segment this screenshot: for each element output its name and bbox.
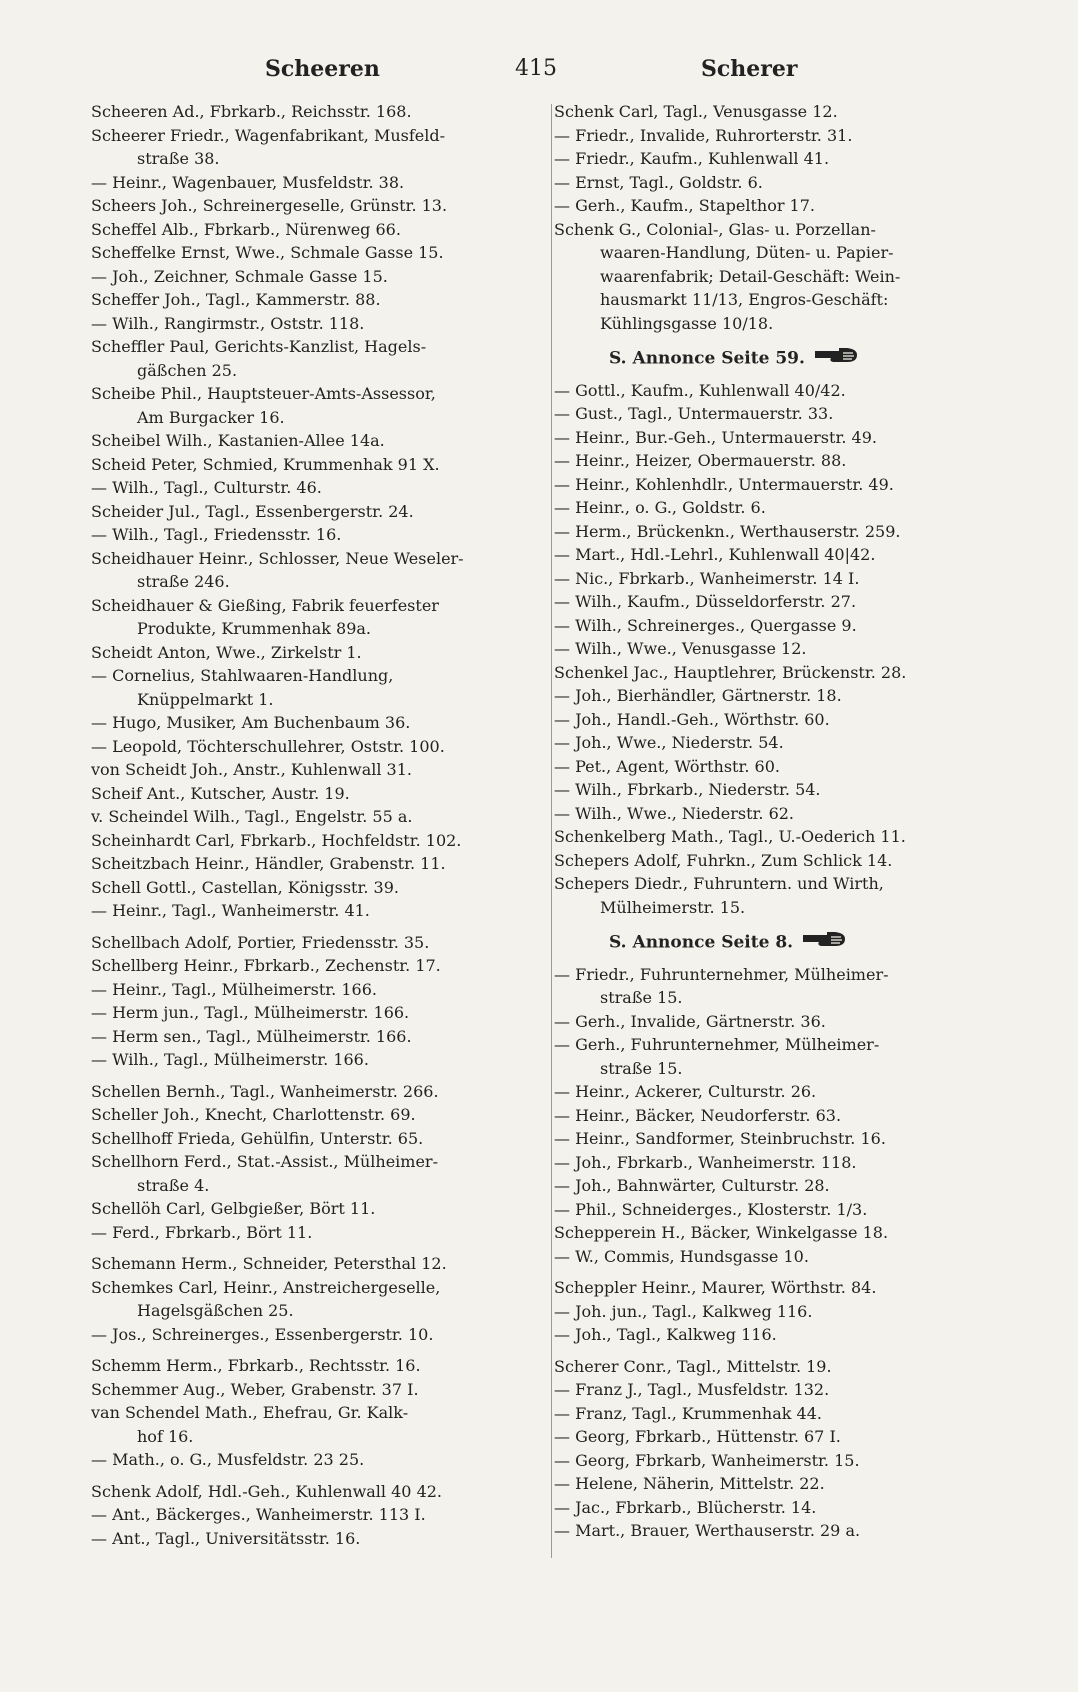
pointing-hand-icon	[813, 345, 859, 373]
directory-entry: — Herm jun., Tagl., Mülheimerstr. 166.	[91, 1003, 410, 1022]
annonce-text: S. Annonce Seite 59.	[609, 348, 805, 369]
directory-entry: — Jac., Fbrkarb., Blücherstr. 14.	[554, 1497, 817, 1517]
directory-entry: — Franz, Tagl., Krummenhak 44.	[554, 1403, 822, 1423]
directory-entry: — Jos., Schreinerges., Essenbergerstr. 10.	[91, 1324, 434, 1344]
directory-entry: — Joh., Zeichner, Schmale Gasse 15.	[91, 266, 388, 286]
directory-entry: — Heinr., Bäcker, Neudorferstr. 63.	[554, 1105, 842, 1125]
directory-entry: Schenk G., Colonial-, Glas- u. Porzellan-	[554, 219, 876, 239]
directory-entry: Schellbach Adolf, Portier, Friedensstr. 35.	[91, 932, 430, 952]
directory-entry: Scheibe Phil., Hauptsteuer-Amts-Assessor,	[91, 384, 436, 403]
directory-entry: — Heinr., Sandformer, Steinbruchstr. 16.	[554, 1129, 886, 1148]
directory-entry: — Wilh., Tagl., Mülheimerstr. 166.	[91, 1050, 369, 1069]
directory-entry: — Phil., Schneiderges., Klosterstr. 1/3.	[554, 1199, 868, 1219]
directory-entry: — Cornelius, Stahlwaaren-Handlung,	[91, 666, 394, 685]
directory-entry: Scheif Ant., Kutscher, Austr. 19.	[91, 783, 350, 803]
entry-continuation: gäßchen 25.	[137, 360, 238, 380]
directory-entry: — Herm sen., Tagl., Mülheimerstr. 166.	[91, 1026, 412, 1046]
directory-entry: Scheppler Heinr., Maurer, Wörthstr. 84.	[554, 1278, 877, 1297]
directory-entry: — Gust., Tagl., Untermauerstr. 33.	[554, 404, 834, 423]
page-header	[80, 52, 1040, 88]
right-column	[554, 100, 1014, 1543]
directory-entry: — Friedr., Fuhrunternehmer, Mülheimer-	[554, 964, 889, 984]
directory-entry: Schell Gottl., Castellan, Königsstr. 39.	[91, 877, 399, 897]
directory-entry: — Nic., Fbrkarb., Wanheimerstr. 14 I.	[554, 568, 860, 588]
directory-entry: Scheibel Wilh., Kastanien-Allee 14a.	[91, 431, 385, 450]
entry-continuation: Hagelsgäßchen 25.	[137, 1301, 294, 1320]
entry-continuation: Mülheimerstr. 15.	[600, 897, 746, 917]
directory-entry: — Friedr., Kaufm., Kuhlenwall 41.	[554, 149, 830, 168]
directory-entry: — Georg, Fbrkarb., Hüttenstr. 67 I.	[554, 1427, 841, 1446]
directory-entry: Schellen Bernh., Tagl., Wanheimerstr. 266.	[91, 1081, 439, 1101]
directory-entry: — Mart., Brauer, Werthauserstr. 29 a.	[554, 1521, 861, 1540]
directory-entry: — Franz J., Tagl., Musfeldstr. 132.	[554, 1380, 830, 1399]
directory-entry: — Heinr., Bur.-Geh., Untermauerstr. 49.	[554, 427, 877, 447]
directory-entry: — Math., o. G., Musfeldstr. 23 25.	[91, 1450, 365, 1469]
directory-entry: von Scheidt Joh., Anstr., Kuhlenwall 31.	[91, 760, 412, 779]
directory-entry: Schenkelberg Math., Tagl., U.-Oederich 11.	[554, 827, 906, 846]
page-number: 415	[515, 56, 557, 81]
directory-entry: Scheitzbach Heinr., Händler, Grabenstr. 11.	[91, 854, 446, 873]
directory-entry: Scheidt Anton, Wwe., Zirkelstr 1.	[91, 642, 362, 662]
annonce-reference	[554, 929, 1014, 953]
directory-entry: — Georg, Fbrkarb, Wanheimerstr. 15.	[554, 1450, 860, 1470]
directory-entry: — Heinr., Kohlenhdlr., Untermauerstr. 49.	[554, 474, 894, 494]
directory-entry: Scheidhauer & Gießing, Fabrik feuerfester	[91, 595, 439, 615]
header-left-keyword: Scheeren	[265, 56, 380, 82]
entry-continuation: Kühlingsgasse 10/18.	[600, 313, 774, 333]
directory-entry: — Gerh., Kaufm., Stapelthor 17.	[554, 196, 815, 215]
directory-entry: Schenk Adolf, Hdl.-Geh., Kuhlenwall 40 42.	[91, 1481, 443, 1501]
entry-continuation: hausmarkt 11/13, Engros-Geschäft:	[600, 290, 889, 309]
directory-entry: — Mart., Hdl.-Lehrl., Kuhlenwall 40|42.	[554, 545, 876, 564]
directory-entry: Scheffel Alb., Fbrkarb., Nürenweg 66.	[91, 219, 401, 239]
directory-entry: — Gerh., Fuhrunternehmer, Mülheimer-	[554, 1035, 880, 1054]
directory-entry: Scheerer Friedr., Wagenfabrikant, Musfeld-	[91, 125, 446, 145]
directory-entry: Schemann Herm., Schneider, Petersthal 12.	[91, 1254, 447, 1273]
annonce-text: S. Annonce Seite 8.	[609, 932, 794, 953]
column-divider	[551, 104, 552, 1558]
entry-continuation: straße 38.	[137, 149, 220, 168]
directory-entry: Scherer Conr., Tagl., Mittelstr. 19.	[554, 1356, 832, 1376]
directory-entry: Scheidhauer Heinr., Schlosser, Neue Weseler-	[91, 548, 464, 568]
directory-entry: — Wilh., Wwe., Niederstr. 62.	[554, 803, 795, 823]
pointing-hand-icon	[801, 929, 847, 957]
directory-entry: — Herm., Brückenkn., Werthauserstr. 259.	[554, 521, 901, 541]
directory-entry: — Joh., Handl.-Geh., Wörthstr. 60.	[554, 709, 830, 729]
directory-entry: — Joh., Fbrkarb., Wanheimerstr. 118.	[554, 1152, 857, 1172]
directory-entry: Schenkel Jac., Hauptlehrer, Brückenstr. 28.	[554, 662, 907, 682]
directory-entry: — Heinr., Wagenbauer, Musfeldstr. 38.	[91, 172, 405, 192]
directory-entry: — Gottl., Kaufm., Kuhlenwall 40/42.	[554, 380, 846, 400]
directory-entry: v. Scheindel Wilh., Tagl., Engelstr. 55 a.	[91, 807, 413, 826]
directory-entry: — Hugo, Musiker, Am Buchenbaum 36.	[91, 713, 411, 732]
directory-entry: — Joh., Bierhändler, Gärtnerstr. 18.	[554, 686, 842, 705]
entry-continuation: waaren-Handlung, Düten- u. Papier-	[600, 243, 894, 262]
directory-entry: Scheider Jul., Tagl., Essenbergerstr. 24.	[91, 501, 414, 521]
directory-entry: van Schendel Math., Ehefrau, Gr. Kalk-	[91, 1403, 409, 1422]
entry-continuation: Produkte, Krummenhak 89a.	[137, 619, 371, 638]
directory-entry: — Joh. jun., Tagl., Kalkweg 116.	[554, 1301, 813, 1321]
directory-entry: — Ernst, Tagl., Goldstr. 6.	[554, 172, 763, 192]
annonce-reference	[554, 345, 1014, 369]
directory-entry: — Pet., Agent, Wörthstr. 60.	[554, 756, 780, 776]
directory-entry: — Wilh., Tagl., Culturstr. 46.	[91, 478, 322, 497]
directory-entry: — Wilh., Tagl., Friedensstr. 16.	[91, 525, 342, 544]
directory-entry: — Leopold, Töchterschullehrer, Oststr. 100.	[91, 736, 445, 756]
directory-entry: — W., Commis, Hundsgasse 10.	[554, 1246, 809, 1266]
directory-entry: — Ant., Bäckerges., Wanheimerstr. 113 I.	[91, 1505, 426, 1524]
directory-entry: Scheid Peter, Schmied, Krummenhak 91 X.	[91, 454, 440, 474]
entry-continuation: waarenfabrik; Detail-Geschäft: Wein-	[600, 266, 901, 286]
directory-entry: — Joh., Tagl., Kalkweg 116.	[554, 1325, 777, 1344]
entry-continuation: straße 4.	[137, 1175, 210, 1195]
directory-entry: Schellhorn Ferd., Stat.-Assist., Mülheimer-	[91, 1152, 438, 1171]
entry-continuation: straße 15.	[600, 988, 683, 1007]
directory-entry: — Wilh., Kaufm., Düsseldorferstr. 27.	[554, 592, 857, 611]
entry-continuation: hof 16.	[137, 1426, 194, 1446]
entry-continuation: Knüppelmarkt 1.	[137, 689, 274, 709]
entry-continuation: Am Burgacker 16.	[137, 407, 285, 427]
directory-entry: Scheeren Ad., Fbrkarb., Reichsstr. 168.	[91, 102, 412, 121]
directory-entry: — Heinr., Tagl., Mülheimerstr. 166.	[91, 979, 377, 999]
directory-entry: — Ferd., Fbrkarb., Bört 11.	[91, 1222, 313, 1242]
directory-entry: Schenk Carl, Tagl., Venusgasse 12.	[554, 102, 838, 121]
directory-entry: — Heinr., o. G., Goldstr. 6.	[554, 498, 766, 517]
directory-entry: Scheinhardt Carl, Fbrkarb., Hochfeldstr. 102.	[91, 830, 462, 850]
directory-entry: — Heinr., Tagl., Wanheimerstr. 41.	[91, 901, 370, 920]
directory-entry: — Wilh., Fbrkarb., Niederstr. 54.	[554, 780, 821, 799]
directory-entry: Schepperein H., Bäcker, Winkelgasse 18.	[554, 1223, 889, 1242]
directory-entry: Scheller Joh., Knecht, Charlottenstr. 69.	[91, 1105, 416, 1124]
directory-entry: Schemmer Aug., Weber, Grabenstr. 37 I.	[91, 1379, 419, 1399]
directory-entry: — Helene, Näherin, Mittelstr. 22.	[554, 1474, 825, 1493]
directory-entry: Schepers Diedr., Fuhruntern. und Wirth,	[554, 874, 884, 893]
entry-continuation: straße 15.	[600, 1058, 683, 1078]
directory-entry: — Ant., Tagl., Universitätsstr. 16.	[91, 1528, 361, 1548]
directory-entry: Schellberg Heinr., Fbrkarb., Zechenstr. 17.	[91, 956, 441, 975]
directory-entry: Schemm Herm., Fbrkarb., Rechtsstr. 16.	[91, 1356, 421, 1375]
directory-entry: — Wilh., Wwe., Venusgasse 12.	[554, 639, 807, 658]
entry-continuation: straße 246.	[137, 572, 230, 591]
directory-entry: — Wilh., Schreinerges., Quergasse 9.	[554, 615, 857, 635]
directory-entry: Schellöh Carl, Gelbgießer, Bört 11.	[91, 1199, 376, 1218]
header-right-keyword: Scherer	[701, 56, 798, 82]
left-column	[91, 100, 543, 1550]
directory-entry: — Heinr., Ackerer, Culturstr. 26.	[554, 1082, 817, 1101]
directory-entry: — Joh., Bahnwärter, Culturstr. 28.	[554, 1176, 830, 1195]
directory-entry: — Wilh., Rangirmstr., Oststr. 118.	[91, 313, 365, 333]
directory-entry: — Friedr., Invalide, Ruhrorterstr. 31.	[554, 125, 853, 145]
directory-entry: Schellhoff Frieda, Gehülfin, Unterstr. 65.	[91, 1128, 424, 1148]
directory-entry: Scheffelke Ernst, Wwe., Schmale Gasse 15.	[91, 243, 444, 262]
directory-entry: Schemkes Carl, Heinr., Anstreichergeselle,	[91, 1277, 441, 1297]
directory-entry: — Heinr., Heizer, Obermauerstr. 88.	[554, 451, 847, 470]
directory-entry: — Gerh., Invalide, Gärtnerstr. 36.	[554, 1011, 826, 1031]
directory-entry: — Joh., Wwe., Niederstr. 54.	[554, 733, 784, 752]
directory-entry: Schepers Adolf, Fuhrkn., Zum Schlick 14.	[554, 850, 893, 870]
directory-entry: Scheffer Joh., Tagl., Kammerstr. 88.	[91, 290, 381, 309]
directory-entry: Scheffler Paul, Gerichts-Kanzlist, Hagels-	[91, 337, 427, 356]
directory-entry: Scheers Joh., Schreinergeselle, Grünstr. 13.	[91, 196, 448, 215]
